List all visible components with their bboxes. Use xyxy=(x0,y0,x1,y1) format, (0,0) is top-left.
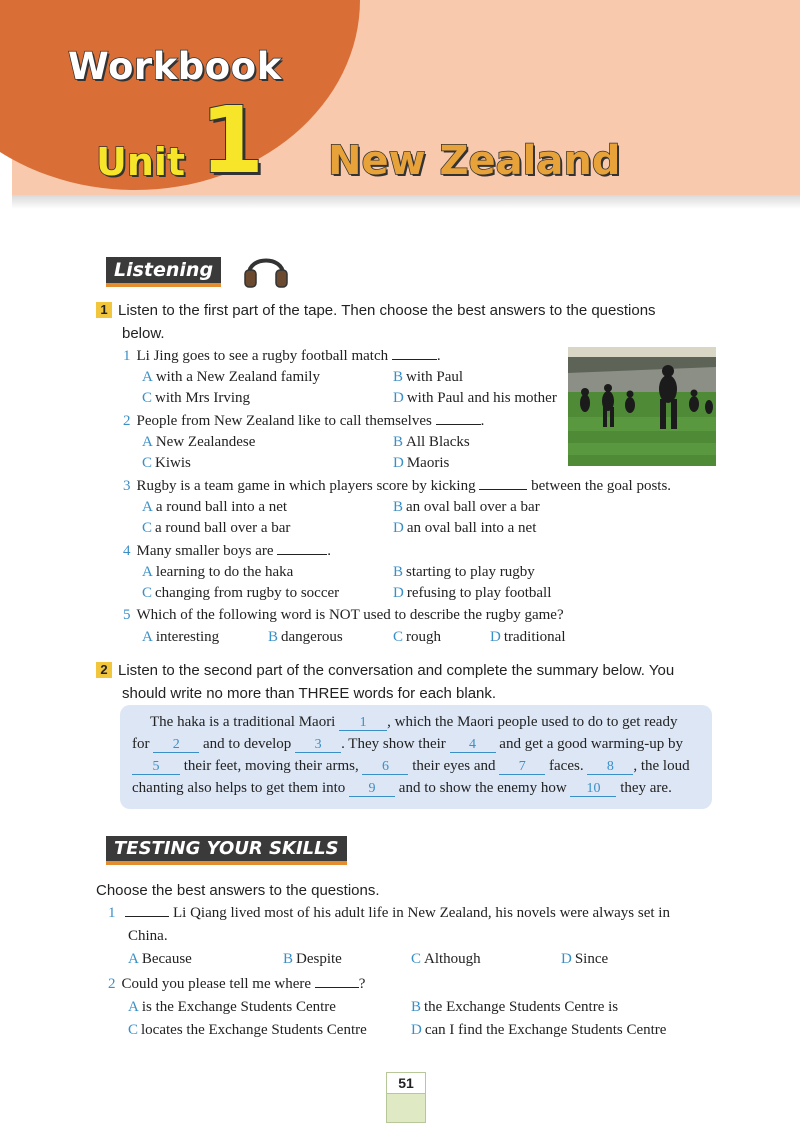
q5-option-d[interactable]: D traditional xyxy=(490,629,566,645)
q2-option-a[interactable]: A New Zealandese xyxy=(142,434,256,450)
summary-blank-3[interactable]: 3 xyxy=(295,738,341,753)
summary-blank-2[interactable]: 2 xyxy=(153,738,199,753)
q3-option-d[interactable]: D an oval ball into a net xyxy=(393,520,537,536)
t2-option-a[interactable]: A is the Exchange Students Centre xyxy=(128,999,336,1015)
q5-option-b[interactable]: B dangerous xyxy=(268,629,343,645)
headphones-icon xyxy=(243,248,289,290)
t2-option-c[interactable]: C locates the Exchange Students Centre xyxy=(128,1022,367,1038)
summary-line-4: chanting also helps to get them into 9 and to show the enemy how 10 they are. xyxy=(132,780,672,796)
summary-blank-5[interactable]: 5 xyxy=(132,760,180,775)
question-4: 4 Many smaller boys are . xyxy=(123,543,332,559)
summary-line-2: for 2 and to develop 3 . They show their 4 and get a good warming-up by xyxy=(132,736,683,752)
q2-option-c[interactable]: C Kiwis xyxy=(142,455,191,471)
q1-option-a[interactable]: A with a New Zealand family xyxy=(142,369,320,385)
q3-option-c[interactable]: C a round ball over a bar xyxy=(142,520,291,536)
q5-option-c[interactable]: C rough xyxy=(393,629,442,645)
summary-blank-4[interactable]: 4 xyxy=(450,738,496,753)
summary-blank-8[interactable]: 8 xyxy=(587,760,633,775)
testing-section-tag: TESTING YOUR SKILLS xyxy=(106,836,347,865)
q1-option-b[interactable]: B with Paul xyxy=(393,369,464,385)
t2-option-b[interactable]: B the Exchange Students Centre is xyxy=(411,999,619,1015)
q1-option-d[interactable]: D with Paul and his mother xyxy=(393,390,557,406)
part2-instruction: 2 Listen to the second part of the conversation and complete the summary below. You should write no more than THREE words for each blank. xyxy=(96,659,674,705)
summary-blank-7[interactable]: 7 xyxy=(499,760,545,775)
t2-option-d[interactable]: D can I find the Exchange Students Centre xyxy=(411,1022,667,1038)
q2-option-b[interactable]: B All Blacks xyxy=(393,434,470,450)
q2-option-d[interactable]: D Maoris xyxy=(393,455,450,471)
t1-option-a[interactable]: A Because xyxy=(128,951,192,967)
summary-blank-6[interactable]: 6 xyxy=(362,760,408,775)
summary-blank-9[interactable]: 9 xyxy=(349,782,395,797)
q5-option-a[interactable]: A interesting xyxy=(142,629,220,645)
q4-option-a[interactable]: A learning to do the haka xyxy=(142,564,294,580)
q1-option-c[interactable]: C with Mrs Irving xyxy=(142,390,251,406)
answer-blank[interactable] xyxy=(315,975,359,988)
summary-line-1: The haka is a traditional Maori 1 , which the Maori people used to do to get ready xyxy=(150,714,678,730)
answer-blank[interactable] xyxy=(436,412,481,425)
listening-section-tag: Listening xyxy=(106,257,221,287)
t1-option-d[interactable]: D Since xyxy=(561,951,609,967)
q4-option-b[interactable]: B starting to play rugby xyxy=(393,564,535,580)
unit-title: New Zealand xyxy=(328,138,621,184)
question-3: 3 Rugby is a team game in which players score by kicking between the goal posts. xyxy=(123,478,672,494)
answer-blank[interactable] xyxy=(392,347,437,360)
answer-blank[interactable] xyxy=(125,904,169,917)
unit-label: Unit xyxy=(96,140,186,184)
answer-blank[interactable] xyxy=(277,542,327,555)
part2-number-badge: 2 xyxy=(96,662,112,678)
summary-line-3: 5 their feet, moving their arms, 6 their eyes and 7 faces. 8 , the loud xyxy=(132,758,690,775)
question-2: 2 People from New Zealand like to call themselves . xyxy=(123,413,485,429)
q4-option-c[interactable]: C changing from rugby to soccer xyxy=(142,585,340,601)
testing-instruction: Choose the best answers to the questions. xyxy=(96,882,380,899)
t1-option-c[interactable]: C Although xyxy=(411,951,481,967)
page-number: 51 xyxy=(387,1073,425,1094)
summary-blank-10[interactable]: 10 xyxy=(570,782,616,797)
q3-option-a[interactable]: A a round ball into a net xyxy=(142,499,288,515)
page-number-tab xyxy=(386,1072,426,1123)
part1-instruction: 1 Listen to the first part of the tape. Then choose the best answers to the questions below. xyxy=(96,299,656,345)
question-1: 1 Li Jing goes to see a rugby football match . xyxy=(123,348,441,364)
header-shadow xyxy=(12,195,800,209)
workbook-title: Workbook xyxy=(68,45,282,88)
unit-number: 1 xyxy=(200,87,265,194)
testing-question-1-cont: China. xyxy=(128,928,168,944)
question-5: 5 Which of the following word is NOT used to describe the rugby game? xyxy=(123,607,564,623)
testing-question-1: 1 Li Qiang lived most of his adult life in New Zealand, his novels were always set in xyxy=(108,905,670,921)
answer-blank[interactable] xyxy=(479,477,527,490)
part1-number-badge: 1 xyxy=(96,302,112,318)
summary-blank-1[interactable]: 1 xyxy=(339,716,387,731)
rugby-haka-photo xyxy=(568,347,716,466)
t1-option-b[interactable]: B Despite xyxy=(283,951,342,967)
q3-option-b[interactable]: B an oval ball over a bar xyxy=(393,499,540,515)
q4-option-d[interactable]: D refusing to play football xyxy=(393,585,552,601)
testing-question-2: 2 Could you please tell me where ? xyxy=(108,976,366,992)
